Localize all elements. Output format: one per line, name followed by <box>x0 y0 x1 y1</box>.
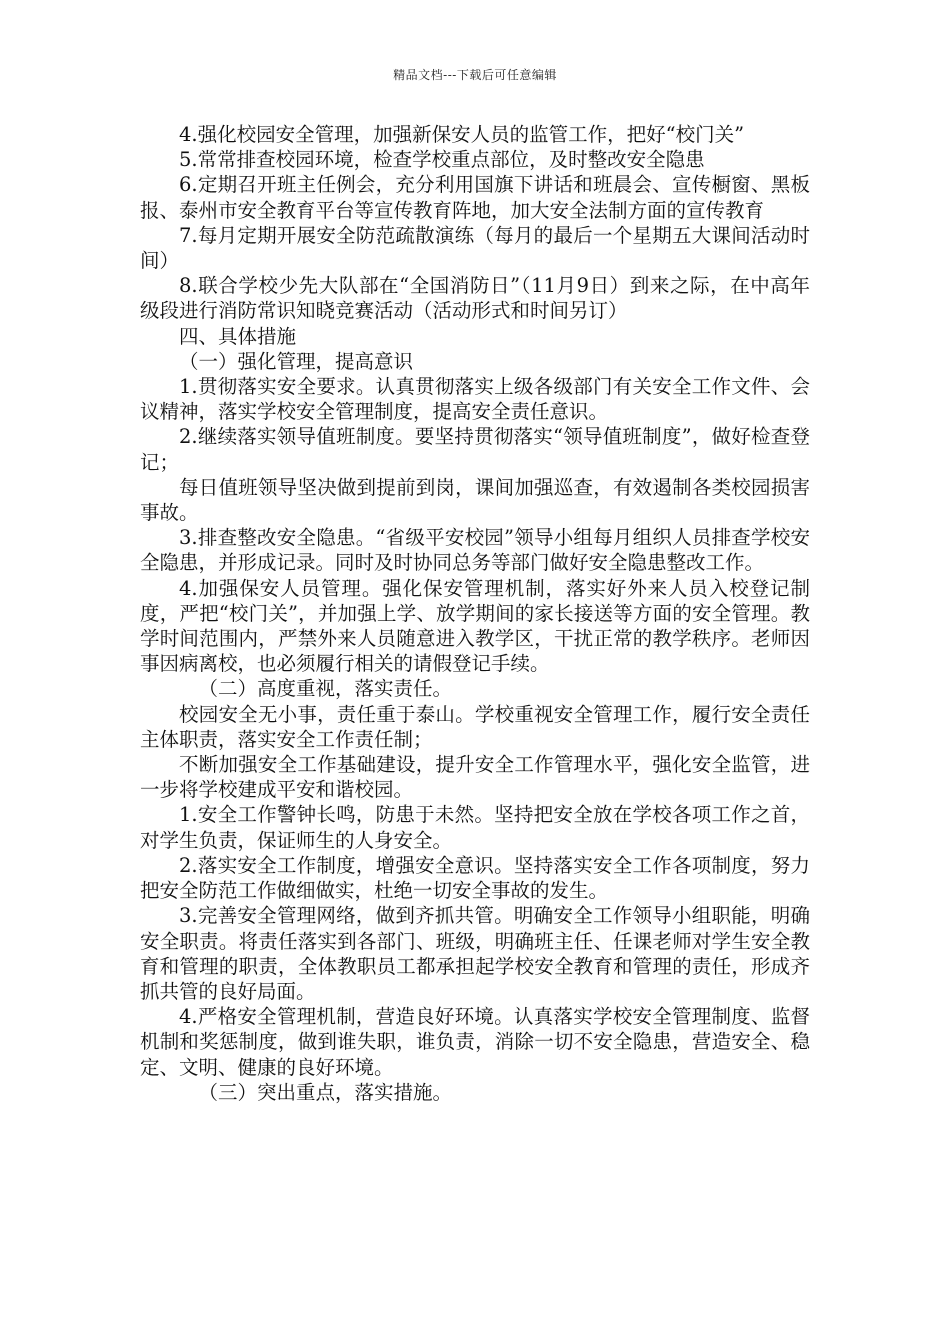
paragraph: 1.贯彻落实安全要求。认真贯彻落实上级各级部门有关安全工作文件、会议精神，落实学校安全管理制度，提高安全责任意识。 <box>140 375 810 424</box>
subsection-heading: （三）突出重点，落实措施。 <box>198 1080 453 1104</box>
subsection-heading: （二）高度重视，落实责任。 <box>198 677 453 701</box>
paragraph: 5.常常排查校园环境，检查学校重点部位，及时整改安全隐患 <box>179 148 705 172</box>
paragraph: 校园安全无小事，责任重于泰山。学校重视安全管理工作，履行安全责任主体职责，落实安全工作责任制； <box>140 702 810 751</box>
document-body <box>140 122 810 1105</box>
paragraph: 8.联合学校少先大队部在“全国消防日”（11月9日）到来之际，在中高年级段进行消防常识知晓竞赛活动（活动形式和时间另订） <box>140 274 810 323</box>
paragraph: 4.强化校园安全管理，加强新保安人员的监管工作，把好“校门关” <box>179 123 745 146</box>
paragraph: 1.安全工作警钟长鸣，防患于未然。坚持把安全放在学校各项工作之首，对学生负责，保证师生的人身安全。 <box>140 803 810 852</box>
paragraph: 每日值班领导坚决做到提前到岗，课间加强巡查，有效遏制各类校园损害事故。 <box>140 475 810 525</box>
paragraph: 不断加强安全工作基础建设，提升安全工作管理水平，强化安全监管，进一步将学校建成平安和谐校园。 <box>140 753 810 802</box>
paragraph: 4.加强保安人员管理。强化保安管理机制，落实好外来人员入校登记制度，严把“校门关”，并加强上学、放学期间的家长接送等方面的安全管理。教学时间范围内，严禁外来人员随意进入教学区，干扰正常的教学秩序。老师因事因病离校，也必须履行相关的请假登记手续。 <box>140 576 810 676</box>
page-header: 精品文档---下载后可任意编辑 <box>393 68 557 82</box>
section-heading: 四、具体措施 <box>179 324 297 348</box>
paragraph: 2.落实安全工作制度，增强安全意识。坚持落实安全工作各项制度，努力把安全防范工作做细做实，杜绝一切安全事故的发生。 <box>140 853 810 903</box>
paragraph: 3.排查整改安全隐患。“省级平安校园”领导小组每月组织人员排查学校安全隐患，并形成记录。同时及时协同总务等部门做好安全隐患整改工作。 <box>140 526 810 575</box>
paragraph: 6.定期召开班主任例会，充分利用国旗下讲话和班晨会、宣传橱窗、黑板报、泰州市安全教育平台等宣传教育阵地，加大安全法制方面的宣传教育 <box>140 173 810 222</box>
paragraph: 3.完善安全管理网络，做到齐抓共管。明确安全工作领导小组职能，明确安全职责。将责任落实到各部门、班级，明确班主任、任课老师对学生安全教育和管理的职责，全体教职员工都承担起学校安全教育和管理的责任，形成齐抓共管的良好局面。 <box>140 904 810 1003</box>
paragraph: 2.继续落实领导值班制度。要坚持贯彻落实“领导值班制度”，做好检查登记； <box>140 425 810 474</box>
paragraph: 7.每月定期开展安全防范疏散演练（每月的最后一个星期五大课间活动时间） <box>140 223 810 273</box>
subsection-heading: （一）强化管理，提高意识 <box>179 349 414 373</box>
paragraph: 4.严格安全管理机制，营造良好环境。认真落实学校安全管理制度、监督机制和奖惩制度，做到谁失职，谁负责，消除一切不安全隐患，营造安全、稳定、文明、健康的良好环境。 <box>140 1005 810 1079</box>
